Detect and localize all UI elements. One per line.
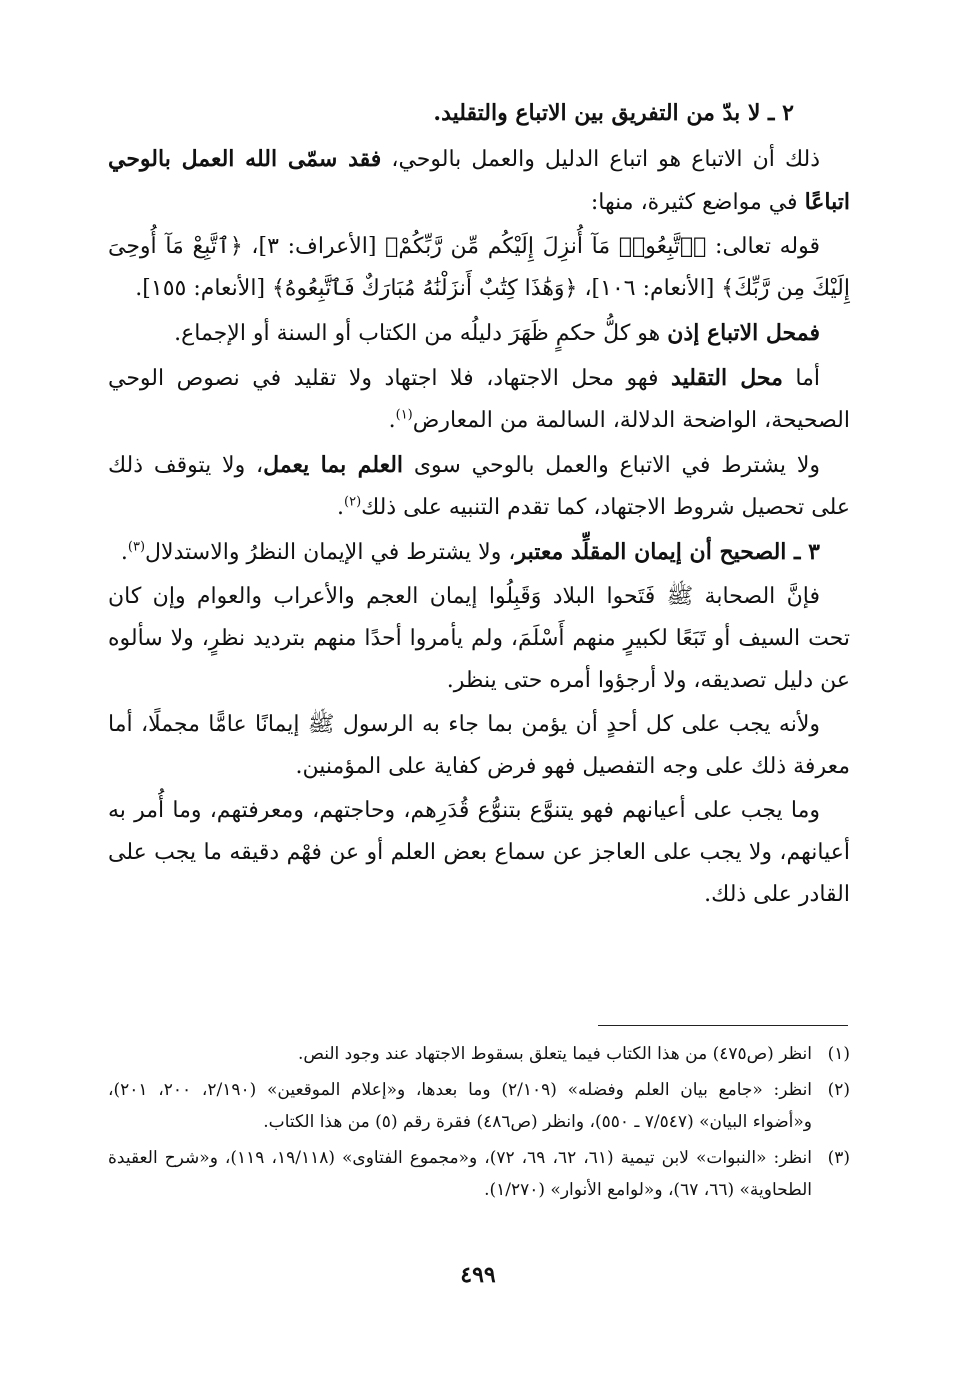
page-number: ٤٩٩ xyxy=(460,1262,496,1288)
footnote-1 xyxy=(108,1038,850,1070)
footnote-number: (٢) xyxy=(827,1080,850,1100)
paragraph-7: ولأنه يجب على كل أحدٍ أن يؤمن بما جاء به الرسول ﷺ إيمانًا عامًّا مجملًا، أما معرفة ذلك على وجه التفصيل فهو فرض كفاية على المؤمنين. xyxy=(108,712,850,779)
text-run: ، ولا يتوقف ذلك على تحصيل شروط الاجتهاد، كما تقدم التنبيه على ذلك xyxy=(108,453,850,520)
text-run: ذلك أن الاتباع هو اتباع الدليل والعمل بالوحي، xyxy=(381,147,820,172)
section-heading-2: ٢ ـ لا بدّ من التفريق بين الاتباع والتقليد. xyxy=(433,100,794,126)
paragraph-8: وما يجب على أعيانهم فهو يتنوَّع بتنوُّع قُدَرِهم، وحاجتهم، ومعرفتهم، وما أُمر به أعيانهم، ولا يجب على العاجز عن سماع بعض العلم أو عن فهْم دقيقه ما يجب على القادر على ذلك. xyxy=(108,798,850,907)
footnote-number: (٣) xyxy=(827,1148,850,1168)
footnotes xyxy=(108,1038,850,1210)
paragraph-5 xyxy=(108,444,850,529)
text-run: . xyxy=(337,495,344,520)
bold-text: ٣ ـ الصحيح أن إيمان المقلِّد معتبر xyxy=(515,539,820,565)
footnote-separator xyxy=(598,1025,848,1026)
paragraph-6: فإنَّ الصحابة ﷺ فَتَحوا البلاد وَقَبِلُوا إيمان العجم والأعراب والعوام وإن كان تحت السيف أو تَبَعًا لكبيرٍ منهم أَسْلَمَ، ولم يأمروا أحدًا منهم بترديد نظرٍ، ولا سألوه عن دليل تصديقه، ولا أرجؤوا أمره حتى ينظر. xyxy=(108,584,850,693)
paragraph-4 xyxy=(108,357,850,442)
text-run: . xyxy=(388,408,396,433)
footnote-ref-3[interactable]: (٣) xyxy=(127,539,146,555)
bold-text: فمحل الاتباع إذن xyxy=(667,320,820,346)
bold-text: فقد سمّى الله العمل بالوحي اتباعًا xyxy=(108,146,850,215)
footnote-number: (١) xyxy=(827,1044,850,1064)
bold-text: محل التقليد xyxy=(671,365,783,391)
section-heading-3 xyxy=(108,531,850,574)
paragraph-quran-verses: قوله تعالى: ﴿ٱتَّبِعُوا۟ مَآ أُنزِلَ إِلَيْكُم مِّن رَّبِّكُمْ﴾ [الأعراف: ٣]، ﴿ٱتَّبِعْ مَآ أُوحِىَ إِلَيْكَ مِن رَّبِّكَ﴾ [الأنعام: ١٠٦]، ﴿وَهَٰذَا كِتَٰبٌ أَنزَلْنَٰهُ مُبَارَكٌ فَٱتَّبِعُوهُ﴾ [الأنعام: ١٥٥]. xyxy=(108,234,850,301)
text-run: . xyxy=(120,540,128,565)
text-run: فهو محل الاجتهاد، فلا اجتهاد ولا تقليد في نصوص الوحي الصحيحة، الواضحة الدلالة، السالمة من المعارض xyxy=(108,366,850,433)
footnote-text: انظر (ص٤٧٥) من هذا الكتاب فيما يتعلق بسقوط الاجتهاد عند وجود النص. xyxy=(297,1044,812,1064)
text-run: هو كلُّ حكمٍ ظَهَرَ دليلُه من الكتاب أو السنة أو الإجماع. xyxy=(174,321,668,346)
footnote-ref-1[interactable]: (١) xyxy=(395,407,413,423)
footnote-3 xyxy=(108,1142,850,1206)
paragraph-1 xyxy=(108,138,850,224)
text-run: في مواضع كثيرة، منها: xyxy=(590,190,805,215)
footnote-ref-2[interactable]: (٢) xyxy=(344,494,362,510)
footnote-2 xyxy=(108,1074,850,1138)
text-run: أما xyxy=(782,366,821,391)
main-text xyxy=(108,92,850,918)
footnote-text: انظر: «النبوات» لابن تيمية (٦١، ٦٢، ٦٩، ٧٢)، و«مجموع الفتاوى» (١٩/١١٨، ١١٩)، و«شرح العقيدة الطحاوية» (٦٦، ٦٧)، و«لوامع الأنوار» (١/٢٧٠). xyxy=(108,1148,813,1200)
bold-text: العلم بما يعمل xyxy=(263,452,404,478)
text-run: ولا يشترط في الاتباع والعمل بالوحي سوى xyxy=(403,453,820,478)
paragraph-3 xyxy=(108,312,850,355)
footnote-text: انظر: «جامع بيان العلم وفضله» (٢/١٠٩) وما بعدها، و«إعلام الموقعين» (٢/١٩٠، ٢٠٠، ٢٠١)، و«أضواء البيان» (٧/٥٤٧ ـ ٥٥٠)، وانظر (ص٤٨٦) فقرة رقم (٥) من هذا الكتاب. xyxy=(108,1080,813,1132)
text-run: ، ولا يشترط في الإيمان النظرُ والاستدلال xyxy=(145,540,516,565)
